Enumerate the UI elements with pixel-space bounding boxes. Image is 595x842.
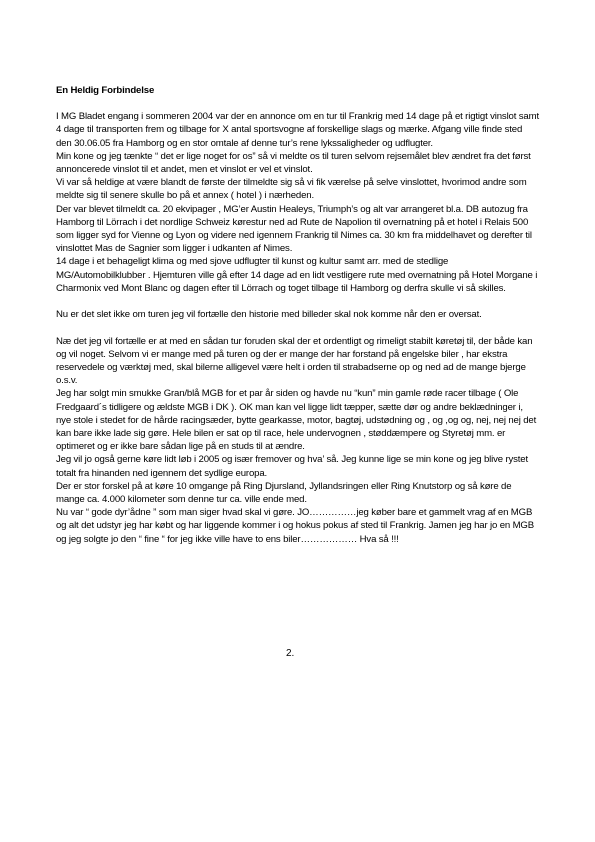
paragraph: I MG Bladet engang i sommeren 2004 var der en annonce om en tur til Frankrig med 14 dage på et rigtigt vinslot samt 4 dage til transporten frem og tilbage for X antal sportsvogne af forskellige slags og mærke. Afgang ville finde sted den 30.06.05 fra Hamborg og en stor omtale af denne tur’s rene lykssaligheder og udflugter.: [56, 111, 539, 149]
paragraph: Næ det jeg vil fortælle er at med en sådan tur foruden skal der et ordentligt og rimeligt stabilt køretøj til, der både kan og vil noget. Selvom vi er mange med på turen og der er mange der har forstand på engelske biler , har ekstra reservedele og værktøj med, skal bilerne alligevel være helt i orden til strabadserne op og ned ad de mange bjerge o.s.v.: [56, 335, 533, 387]
document-body: [56, 84, 540, 546]
paragraph: Der er stor forskel på at køre 10 omgange på Ring Djursland, Jyllandsringen eller Ring Knutstorp og så køre de mange ca. 4.000 kilometer som denne tur ca. ville ende med.: [56, 480, 512, 506]
paragraph: Jeg har solgt min smukke Gran/blå MGB for et par år siden og havde nu “kun” min gamle røde racer tilbage ( Ole Fredgaard´s tidligere og ældste MGB i DK ). OK man kan vel ligge lidt tæpper, sætte dør og andre beklædninger i, nye stole i stedet for de hårde racingsæder, bytte gearkasse, motor, bagtøj, udstødning og , og ,og og, nej, nej nej det kan bare ikke lade sig gøre. Hele bilen er sat op til race, hele undervognen , støddæmpere og Styretøj mm. er optimeret og er ikke bare sådan lige på en studs til at ændre.: [56, 388, 537, 453]
paragraph: Jeg vil jo også gerne køre lidt løb i 2005 og især fremover og hva’ så. Jeg kunne lige se min kone og jeg blive rystet totalt fra hinanden ned igennem det sydlige europa.: [56, 454, 529, 479]
paragraph: Min kone og jeg tænkte “ det er lige noget for os” så vi meldte os til turen selvom rejsemålet blev ændret fra det først annoncerede vinslot til et andet, men et vinslot er vel et vinslot.: [56, 150, 531, 176]
paragraph: Nu er det slet ikke om turen jeg vil fortælle den historie med billeder skal nok komme når den er oversat.: [56, 309, 482, 321]
paragraph: Der var blevet tilmeldt ca. 20 ekvipager , MG’er Austin Healeys, Triumph’s og alt var arrangeret bl.a. DB autozug fra Hamborg til Lörrach i det nordlige Schweiz kørestur ned ad Rute de Napolion til overnatning på et hotel i Relais 500 som ligger syd for Vienne og Lyon og videre ned igennem Frankrig til Nimes ca. 30 km fra middelhavet og derefter til vinslottet Mas de Sagnier som ligger i udkanten af Nimes.: [56, 203, 532, 255]
paragraph: 14 dage i et behageligt klima og med sjove udflugter til kunst og kultur samt arr. med de stedlige MG/Automobilklubber . Hjemturen ville gå efter 14 dage ad en lidt vestligere rute med overnatning på Hotel Morgane i Charmonix ved Mont Blanc og dagen efter til Lörrach og toget tilbage til Hamborg og derfra skulle vi så skilles.: [56, 256, 538, 294]
paragraph: Nu var “ gode dyr’ådne ” som man siger hvad skal vi gøre. JO……………jeg køber bare et gammelt vrag af en MGB og alt det udstyr jeg har købt og har liggende kommer i og hokus pokus af sted til Frankrig. Jamen jeg har jo en MGB og jeg solgte jo den “ fine “ for jeg ikke ville have to ens biler……………… Hva så !!!: [56, 507, 534, 545]
document-title: En Heldig Forbindelse: [56, 85, 155, 96]
paragraph-spacer: [56, 295, 540, 308]
paragraph: Vi var så heldige at være blandt de første der tilmeldte sig så vi fik værelse på selve vinslottet, hvorimod andre som meldte sig til senere skulle bo på et annex ( hotel ) i nærheden.: [56, 177, 527, 202]
page-number: 2.: [286, 648, 295, 659]
paragraph-spacer: [56, 321, 540, 334]
